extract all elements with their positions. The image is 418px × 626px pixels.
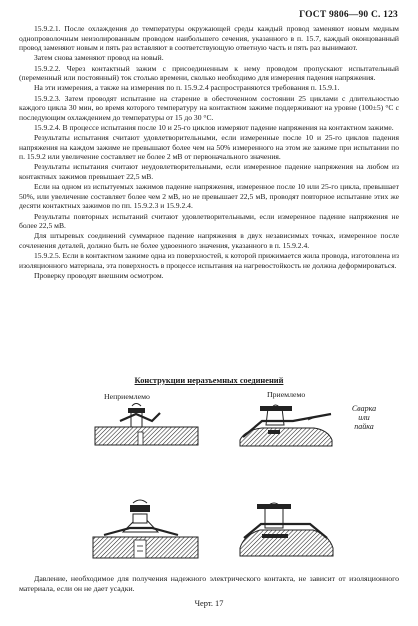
paragraph: 15.9.2.4. В процессе испытания после 10 и 25-го циклов измеряют падение напряжения на контактном зажиме. — [34, 122, 394, 132]
paragraph: 15.9.2.1. После охлаждения до температуры окружающей среды каждый провод заменяют новым медным однопроволочным неизолированным проводом наибольшего сечения, указанного в п. 15.7, каждый оконцованный провод заменяют новым и пять раз вставляют в соответствующую ответную часть и пять раз вынимают. — [19, 24, 399, 53]
figure-number: Черт. 17 — [194, 599, 224, 608]
drawing-acceptable-bottom — [240, 503, 333, 556]
drawing-unacceptable-bottom — [93, 500, 198, 558]
paragraph: 15.9.2.3. Затем проводят испытание на старение в обесточенном состоянии 25 циклами с длительностью каждого цикла 30 мин, во время которого температуру на контактном зажиме поддерживают на уровне (100±5) °С с последующим охлаждением до температуры от 15 до 30 °С. — [19, 93, 399, 122]
paragraph: 15.9.2.2. Через контактный зажим с присоединенным к нему проводом пропускают испытательный (переменный или постоянный) ток столько времени, сколько необходимо для измерения падения напряжения. — [19, 63, 399, 83]
weld-note-line: или — [358, 413, 370, 423]
paragraph: 15.9.2.5. Если в контактном зажиме одна из поверхностей, к которой прижимается жила провода, изготовлена из изоляционного материала, эта поверхность в процессе испытания на нагревостойкость не должна деформироваться. — [19, 251, 399, 270]
drawing-acceptable-top — [240, 405, 332, 446]
figure-caption — [19, 574, 399, 593]
paragraph: Результаты повторных испытаний считают удовлетворительными, если измеренное падение напряжения не более 22,5 мВ. — [19, 211, 399, 231]
label-unacceptable: Неприемлемо — [104, 392, 150, 401]
weld-note-line: пайка — [354, 422, 374, 432]
caption-text: Давление, необходимое для получения надежного электрического контакта, не зависит от изоляционного материала, если он не дает усадки. — [19, 574, 399, 593]
paragraph: На эти измерения, а также на измерения по п. 15.9.2.4 распространяются требования п. 15.9.1. — [34, 83, 340, 93]
paragraph: Проверку проводят внешним осмотром. — [34, 270, 164, 280]
page-header: ГОСТ 9806—90 С. 123 — [299, 10, 398, 20]
paragraph: Затем снова заменяют провод на новый. — [34, 53, 164, 63]
paragraph: Если на одном из испытуемых зажимов падение напряжения, измеренное после 10 или 25-го цикла, превышает 50%, или увеличение составляет более чем 2 мВ, но не превышает 22,5 мВ, проводят повторное испытание этих же десяти контактных зажимов по пп. 15.9.2.3 и 15.9.2.4. — [19, 182, 399, 211]
drawing-unacceptable-top — [95, 404, 198, 446]
label-acceptable: Приемлемо — [267, 390, 306, 399]
section-title: Конструкции неразъемных соединений — [134, 376, 284, 385]
paragraph: Результаты испытания считают удовлетворительными, если измеренные после 10 и 25-го циклов падения напряжения на каждом зажиме не превышают более чем на 50% измеренного на этом же зажиме при испытании по п. 15.9.2 или увеличение составляет не более 2 мВ от первоначального значения. — [19, 133, 399, 162]
paragraph: Для штыревых соединений суммарное падение напряжения в двух независимых точках, измеренное после сочленения деталей, должно быть не более удвоенного значения, указанного в п. 15.9.2.4. — [19, 231, 399, 250]
paragraph: Результаты испытания считают неудовлетворительными, если измеренное падение напряжения на любом из контактных зажимов превышает 22,5 мВ. — [19, 162, 399, 182]
weld-note-line: Сварка — [351, 404, 377, 413]
